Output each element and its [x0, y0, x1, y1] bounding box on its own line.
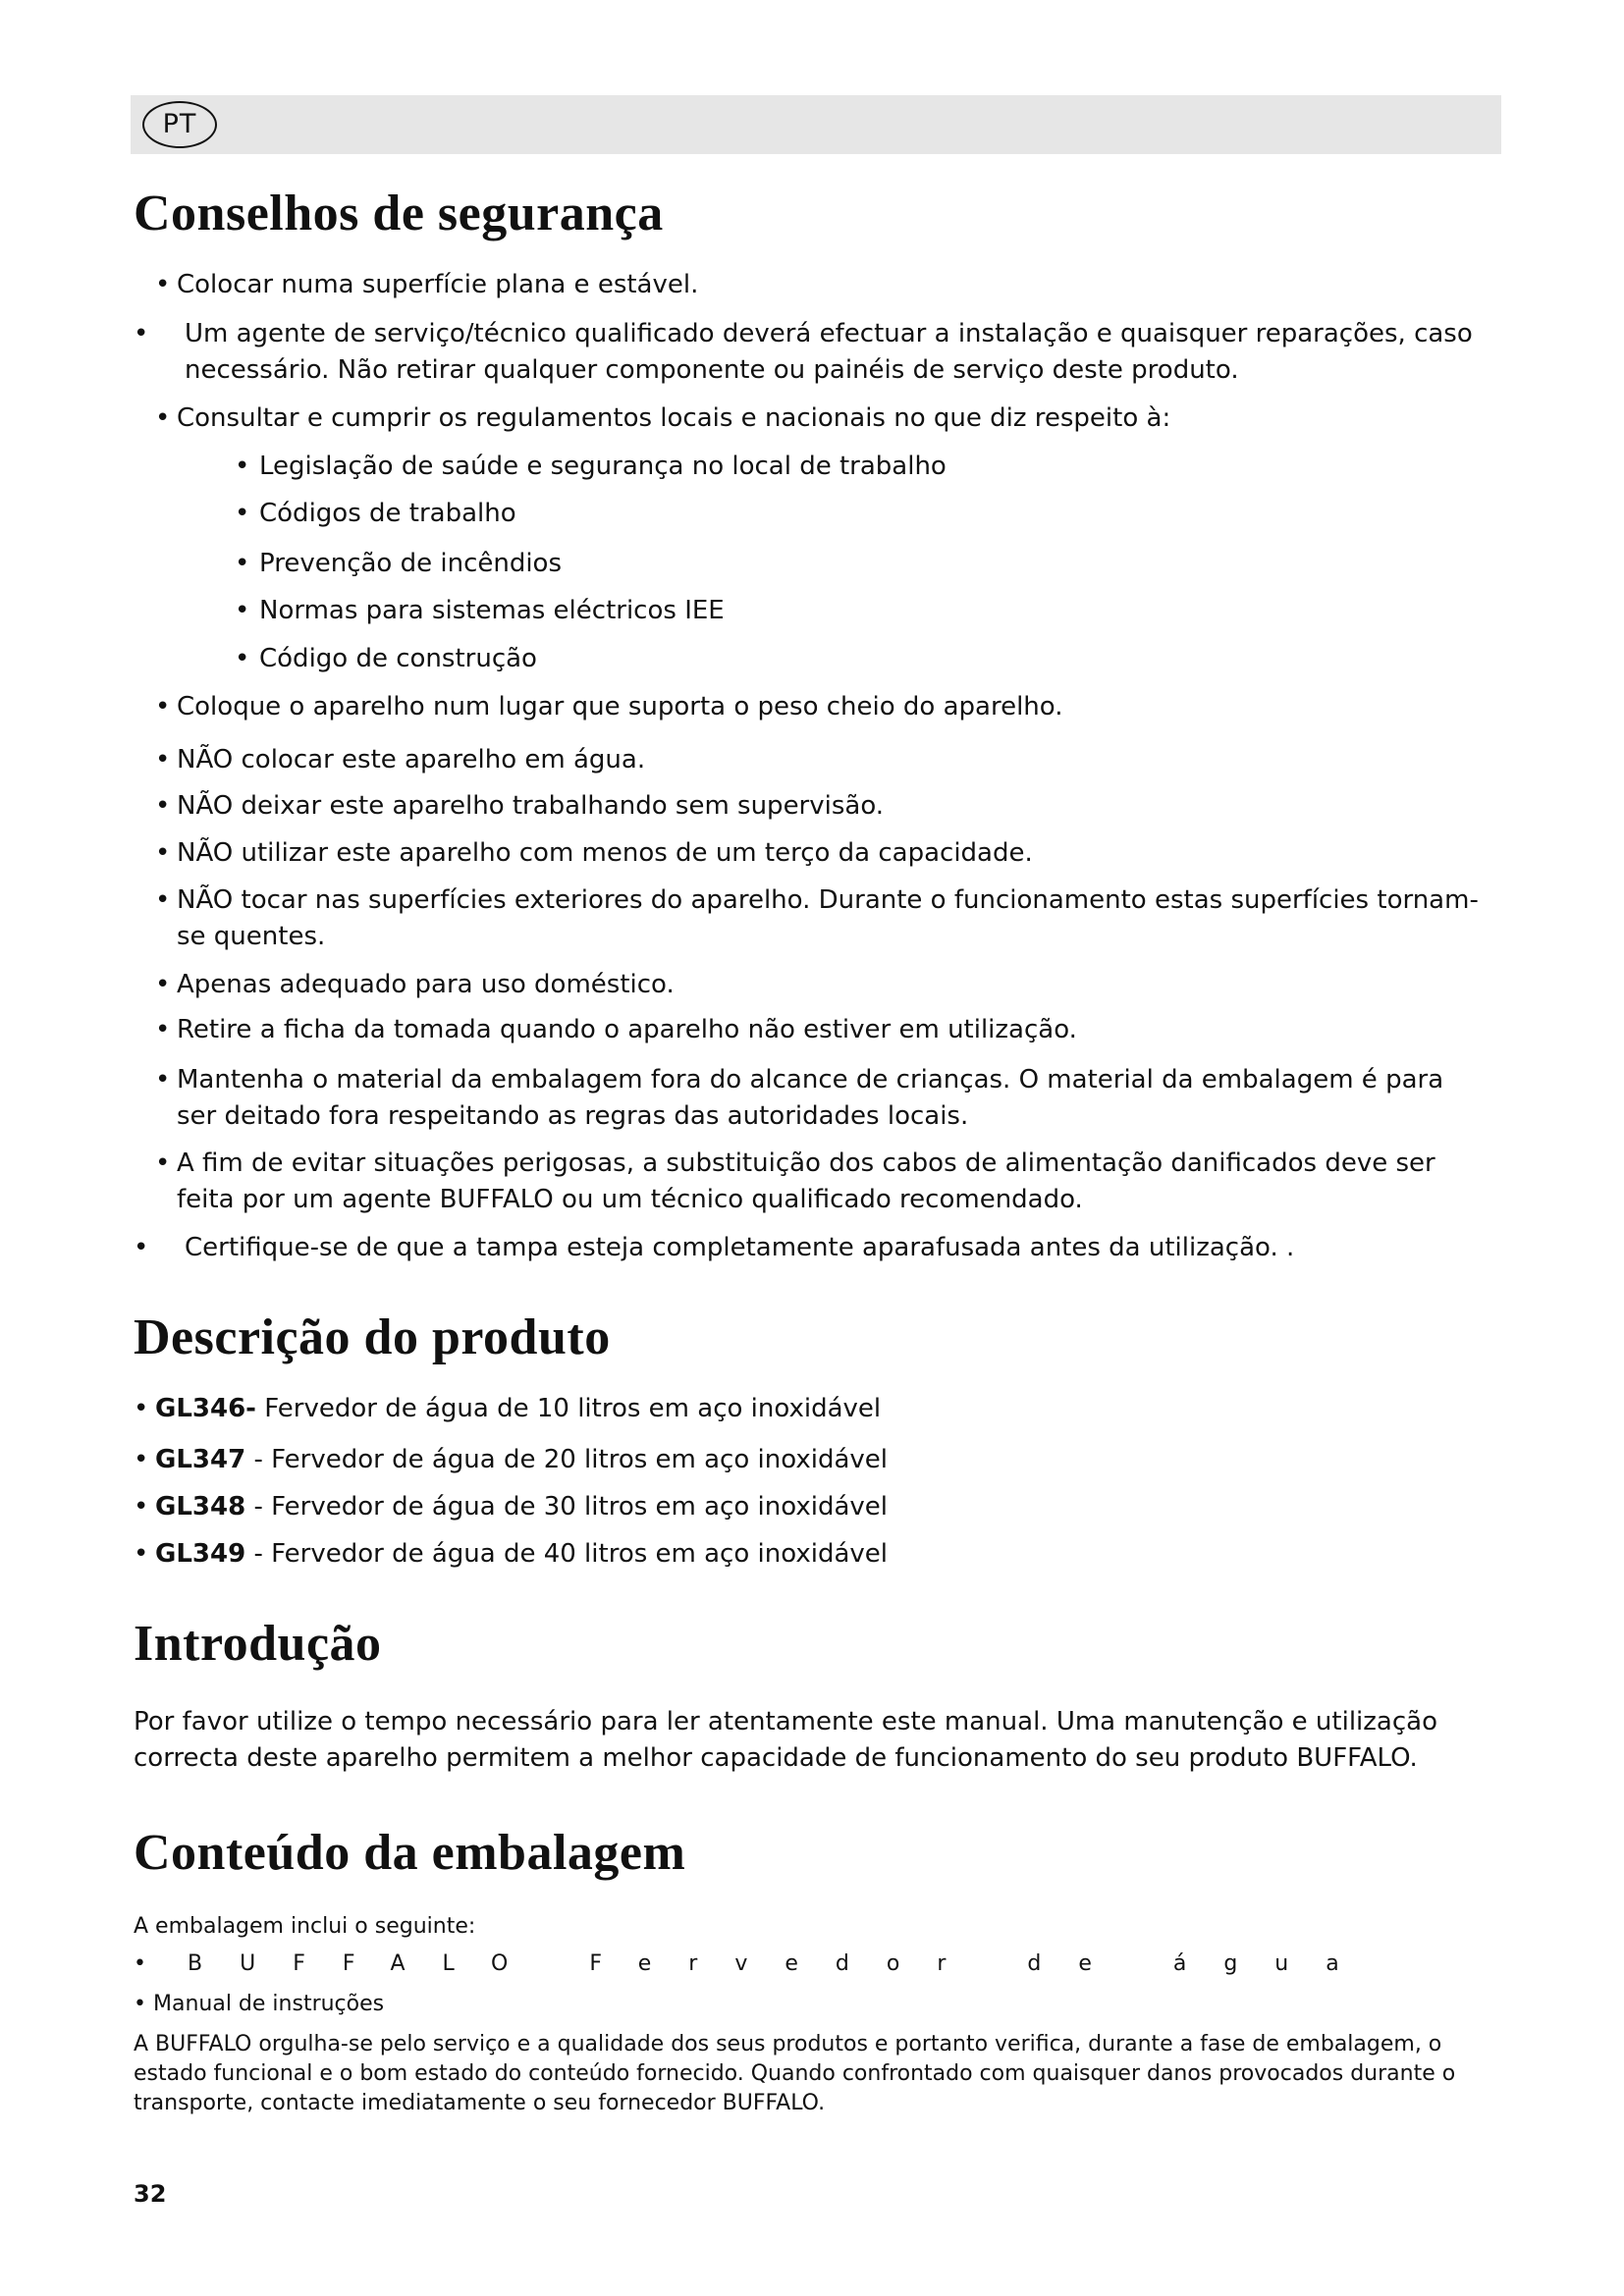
safety-sub-item: • Prevenção de incêndios	[235, 549, 563, 578]
product-desc: - Fervedor de água de 20 litros em aço inoxidável	[245, 1445, 888, 1474]
product-desc: - Fervedor de água de 40 litros em aço inoxidável	[245, 1539, 888, 1569]
safety-sub-item: • Legislação de saúde e segurança no local de trabalho	[235, 452, 947, 481]
safety-item: • Consultar e cumprir os regulamentos locais e nacionais no que diz respeito à:	[155, 403, 1171, 433]
product-item: • GL346- Fervedor de água de 10 litros em aço inoxidável	[134, 1394, 882, 1423]
intro-title: Introdução	[134, 1616, 382, 1672]
safety-item: • Coloque o aparelho num lugar que suporta o peso cheio do aparelho.	[155, 692, 1063, 721]
product-item: • GL349 - Fervedor de água de 40 litros em aço inoxidável	[134, 1539, 888, 1569]
product-code: GL348	[155, 1492, 246, 1522]
safety-item: • Retire a ficha da tomada quando o aparelho não estiver em utilização.	[155, 1015, 1077, 1044]
product-code: GL349	[155, 1539, 246, 1569]
intro-text: Por favor utilize o tempo necessário para ler atentamente este manual. Uma manutenção e utilização correcta deste aparelho permitem a melhor capacidade de funcionamento do seu produto BUFFALO.	[134, 1707, 1437, 1773]
product-desc: - Fervedor de água de 30 litros em aço inoxidável	[245, 1492, 888, 1522]
safety-item: • Apenas adequado para uso doméstico.	[155, 970, 675, 999]
safety-item: • Colocar numa superfície plana e estável.	[155, 270, 699, 299]
language-header-bar	[131, 95, 1501, 154]
language-badge: PT	[142, 101, 217, 148]
safety-item: • A fim de evitar situações perigosas, a substituição dos cabos de alimentação danificados deve ser feita por um agente BUFFALO ou um técnico qualificado recomendado.	[155, 1148, 1435, 1214]
safety-item: • NÃO deixar este aparelho trabalhando sem supervisão.	[155, 791, 885, 821]
contents-note: A BUFFALO orgulha-se pelo serviço e a qualidade dos seus produtos e portanto verifica, durante a fase de embalagem, o estado funcional e o bom estado do conteúdo fornecido. Quando confrontado com quaisquer danos provocados durante o transporte, contacte imediatamente o seu fornecedor BUFFALO.	[134, 2032, 1456, 2115]
contents-lead: A embalagem inclui o seguinte:	[134, 1914, 476, 1939]
safety-item: • Mantenha o material da embalagem fora do alcance de crianças. O material da embalagem é para ser deitado fora respeitando as regras das autoridades locais.	[155, 1065, 1444, 1131]
product-code: GL346-	[155, 1394, 256, 1423]
safety-sub-item: • Código de construção	[235, 644, 537, 673]
product-item: • GL347 - Fervedor de água de 20 litros em aço inoxidável	[134, 1445, 888, 1474]
contents-item: • Manual de instruções	[134, 1992, 385, 2016]
safety-item: • Um agente de serviço/técnico qualificado deverá efectuar a instalação e quaisquer reparações, caso necessário. Não retirar qualquer componente ou painéis de serviço deste produto.	[134, 319, 1473, 385]
product-item: • GL348 - Fervedor de água de 30 litros em aço inoxidável	[134, 1492, 888, 1522]
safety-sub-item: • Normas para sistemas eléctricos IEE	[235, 596, 725, 625]
product-code: GL347	[155, 1445, 246, 1474]
product-desc: Fervedor de água de 10 litros em aço inoxidável	[255, 1394, 882, 1423]
contents-title: Conteúdo da embalagem	[134, 1825, 686, 1881]
safety-item: • Certifique-se de que a tampa esteja completamente aparafusada antes da utilização. .	[134, 1233, 1295, 1262]
product-title: Descrição do produto	[134, 1309, 611, 1365]
safety-item: • NÃO colocar este aparelho em água.	[155, 745, 646, 774]
safety-sub-item: • Códigos de trabalho	[235, 499, 516, 528]
safety-item: • NÃO utilizar este aparelho com menos de um terço da capacidade.	[155, 838, 1033, 868]
safety-item: • NÃO tocar nas superfícies exteriores do aparelho. Durante o funcionamento estas superfícies tornam-se quentes.	[155, 885, 1479, 951]
safety-title: Conselhos de segurança	[134, 186, 664, 241]
contents-item: • BUFFALO Fervedor de água	[134, 1951, 1377, 1976]
page-number: 32	[134, 2180, 167, 2208]
